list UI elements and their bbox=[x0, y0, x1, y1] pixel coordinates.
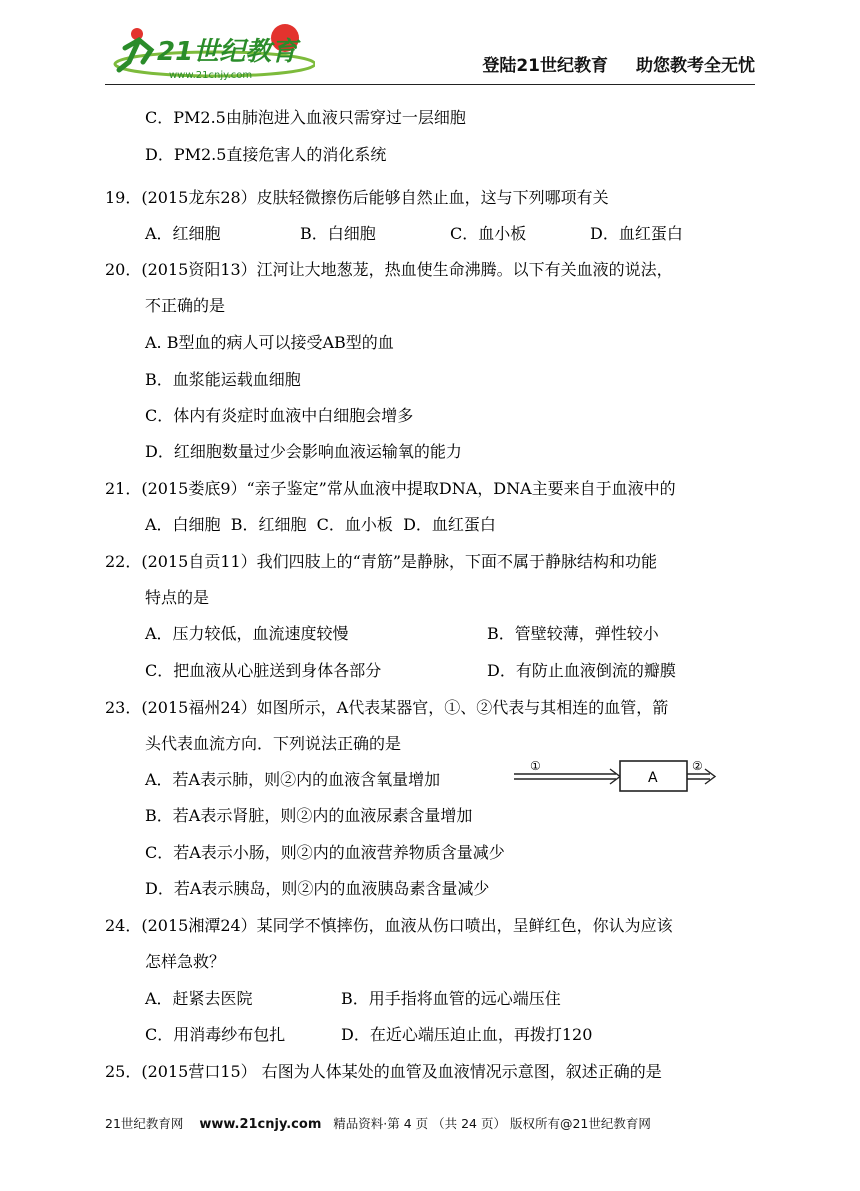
logo-text: 21世纪教育 bbox=[157, 37, 298, 67]
option-text: C．把血液从心脏送到身体各部分 bbox=[145, 661, 382, 680]
header-slogan-left: 登陆21世纪教育 bbox=[482, 56, 608, 76]
option-text: A．白细胞 B．红细胞 C．血小板 D．血红蛋白 bbox=[145, 515, 496, 534]
option-text: C．用消毒纱布包扎 bbox=[145, 1025, 286, 1044]
option-text: B．若A表示肾脏，则②内的血液尿素含量增加 bbox=[145, 806, 473, 825]
question-25: 25．(2015营口15） 右图为人体某处的血管及血液情况示意图，叙述正确的是 bbox=[105, 1062, 662, 1081]
footer-site: 21世纪教育网 bbox=[105, 1116, 184, 1131]
option-text: C．血小板 bbox=[450, 224, 527, 243]
option-text: C．体内有炎症时血液中白细胞会增多 bbox=[145, 406, 414, 425]
question-24-continued: 怎样急救？ bbox=[145, 952, 226, 971]
page-footer bbox=[105, 1114, 755, 1132]
question-22: 22．(2015自贡11）我们四肢上的“青筋”是静脉，下面不属于静脉结构和功能 bbox=[105, 552, 658, 571]
organ-label: A bbox=[648, 770, 658, 786]
header-slogan-right: 助您教考全无忧 bbox=[636, 56, 755, 76]
option-text: B．用手指将血管的远心端压住 bbox=[341, 989, 561, 1008]
question-19: 19．(2015龙东28）皮肤轻微擦伤后能够自然止血，这与下列哪项有关 bbox=[105, 188, 609, 207]
header-divider bbox=[105, 84, 755, 85]
outflow-label: ② bbox=[692, 759, 703, 773]
blood-flow-diagram bbox=[512, 757, 717, 793]
option-text: B．白细胞 bbox=[300, 224, 376, 243]
question-22-continued: 特点的是 bbox=[145, 588, 210, 607]
option-text: B．血浆能运载血细胞 bbox=[145, 370, 301, 389]
footer-info: 精品资料·第 4 页 （共 24 页） 版权所有@21世纪教育网 bbox=[333, 1116, 651, 1131]
question-23-continued: 头代表血流方向．下列说法正确的是 bbox=[145, 734, 402, 753]
option-text: D．红细胞数量过少会影响血液运输氧的能力 bbox=[145, 442, 462, 461]
question-21: 21．(2015娄底9）“亲子鉴定”常从血液中提取DNA，DNA主要来自于血液中的 bbox=[105, 479, 676, 498]
header-slogan bbox=[482, 51, 755, 76]
question-20-continued: 不正确的是 bbox=[145, 296, 226, 315]
question-20: 20．(2015资阳13）江河让大地葱茏，热血使生命沸腾。以下有关血液的说法， bbox=[105, 260, 673, 279]
option-text: A．压力较低，血流速度较慢 bbox=[145, 624, 349, 643]
option-text: D．血红蛋白 bbox=[590, 224, 683, 243]
option-text: A．若A表示肺，则②内的血液含氧量增加 bbox=[145, 770, 441, 789]
question-24: 24．(2015湘潭24）某同学不慎摔伤，血液从伤口喷出，呈鲜红色，你认为应该 bbox=[105, 916, 673, 935]
page-header bbox=[105, 18, 755, 82]
option-text: A．赶紧去医院 bbox=[145, 989, 253, 1008]
option-text: D．PM2.5直接危害人的消化系统 bbox=[145, 145, 387, 164]
option-text: C．PM2.5由肺泡进入血液只需穿过一层细胞 bbox=[145, 108, 466, 127]
question-23: 23．(2015福州24）如图所示，A代表某器官，①、②代表与其相连的血管，箭 bbox=[105, 698, 669, 717]
option-text: A．红细胞 bbox=[145, 224, 221, 243]
logo-url: www.21cnjy.com bbox=[169, 70, 253, 81]
option-text: C．若A表示小肠，则②内的血液营养物质含量减少 bbox=[145, 843, 505, 862]
logo bbox=[105, 18, 315, 82]
option-text: B．管壁较薄，弹性较小 bbox=[487, 624, 659, 643]
option-text: D．在近心端压迫止血，再拨打120 bbox=[341, 1025, 593, 1044]
option-text: D．若A表示胰岛，则②内的血液胰岛素含量减少 bbox=[145, 879, 490, 898]
footer-url[interactable]: www.21cnjy.com bbox=[199, 1117, 322, 1132]
inflow-label: ① bbox=[530, 759, 541, 773]
option-text: A. B型血的病人可以接受AB型的血 bbox=[145, 333, 394, 352]
option-text: D．有防止血液倒流的瓣膜 bbox=[487, 661, 676, 680]
